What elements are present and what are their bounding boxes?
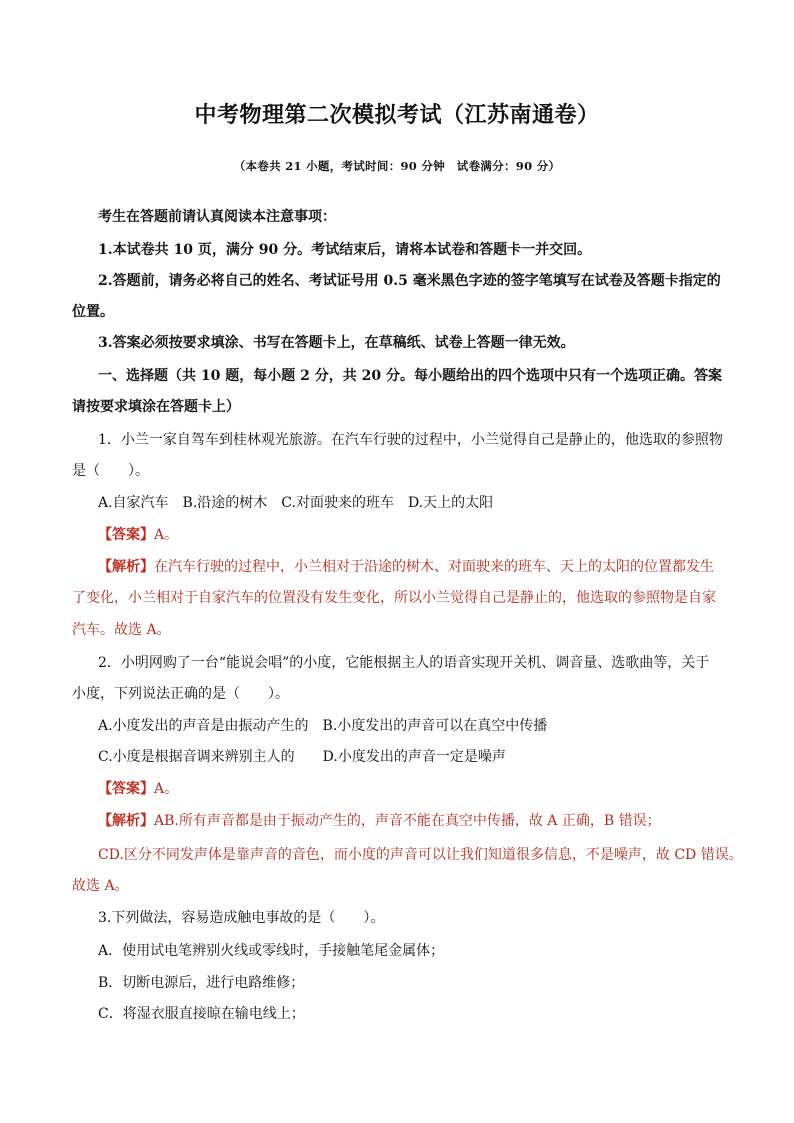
q1-options: A.自家汽车 B.沿途的树木 C.对面驶来的班车 D.天上的太阳: [98, 495, 494, 511]
q2-stem-line-2: 小度，下列说法正确的是（ ）。: [72, 686, 289, 702]
q2-analysis-text: AB.所有声音都是由于振动产生的，声音不能在真空中传播，故 A 正确，B 错误；: [154, 813, 661, 829]
q1-analysis-line-1: [98, 557, 748, 577]
q1-analysis-line-3: 汽车。故选 A。: [72, 622, 171, 638]
q3-option-b: B．切断电源后，进行电路维修；: [98, 975, 305, 991]
q3-stem: 3.下列做法，容易造成触电事故的是（ ）。: [98, 910, 385, 926]
notice-heading: 考生在答题前请认真阅读本注意事项：: [98, 209, 336, 225]
section-1-heading-line-1: 一、选择题（共 10 题，每小题 2 分，共 20 分。每小题给出的四个选项中只有一个选项正确。答案: [98, 368, 722, 384]
section-1-heading-line-2: 请按要求填涂在答题卡上）: [72, 399, 240, 415]
q2-answer: [98, 779, 748, 799]
notice-item-1: 1.本试卷共 10 页，满分 90 分。考试结束后，请将本试卷和答题卡一并交回。: [98, 242, 592, 258]
q1-analysis-text: 在汽车行驶的过程中，小兰相对于沿途的树木、对面驶来的班车、天上的太阳的位置都发生: [154, 559, 714, 575]
exam-subtitle: （本卷共 21 小题，考试时间：90 分钟 试卷满分：90 分）: [233, 159, 561, 173]
q2-options-line-1: A.小度发出的声音是由振动产生的 B.小度发出的声音可以在真空中传播: [98, 718, 548, 734]
q1-answer: [98, 525, 748, 545]
q1-answer-value: A。: [154, 527, 179, 543]
q1-stem-line-1: 1．小兰一家自驾车到桂林观光旅游。在汽车行驶的过程中，小兰觉得自己是静止的，他选取的参照物: [98, 432, 723, 448]
q2-analysis-line-2: CD.区分不同发声体是靠声音的音色，而小度的声音可以让我们知道很多信息，不是噪声，故 CD 错误。: [98, 847, 743, 863]
notice-item-2-line-1: 2.答题前，请务必将自己的姓名、考试证号用 0.5 毫米黑色字迹的签字笔填写在试卷及答题卡指定的: [98, 273, 721, 289]
exam-title: 中考物理第二次模拟考试（江苏南通卷）: [194, 103, 600, 128]
q2-options-line-2: C.小度是根据音调来辨别主人的 D.小度发出的声音一定是噪声: [98, 749, 506, 765]
q1-answer-tag: 【答案】: [98, 527, 154, 543]
q2-analysis-line-1: [98, 811, 748, 831]
q2-stem-line-1: 2．小明网购了一台“能说会唱”的小度，它能根据主人的语音实现开关机、调音量、选歌曲等，关于: [98, 655, 710, 671]
q1-analysis-line-2: 了变化，小兰相对于自家汽车的位置没有发生变化，所以小兰觉得自己是静止的，他选取的参照物是自家: [72, 590, 716, 606]
notice-item-2-line-2: 位置。: [72, 304, 114, 320]
q2-analysis-line-3: 故选 A。: [72, 878, 129, 894]
notice-item-3: 3.答案必须按要求填涂、书写在答题卡上，在草稿纸、试卷上答题一律无效。: [98, 335, 575, 351]
q3-option-a: A．使用试电笔辨别火线或零线时，手接触笔尾金属体；: [98, 943, 445, 959]
q2-answer-value: A。: [154, 781, 179, 797]
q3-option-c: C．将湿衣服直接晾在输电线上；: [98, 1006, 305, 1022]
q1-stem-line-2: 是（ ）。: [72, 463, 149, 479]
q2-answer-tag: 【答案】: [98, 781, 154, 797]
q1-analysis-tag: 【解析】: [98, 559, 154, 575]
q2-analysis-tag: 【解析】: [98, 813, 154, 829]
